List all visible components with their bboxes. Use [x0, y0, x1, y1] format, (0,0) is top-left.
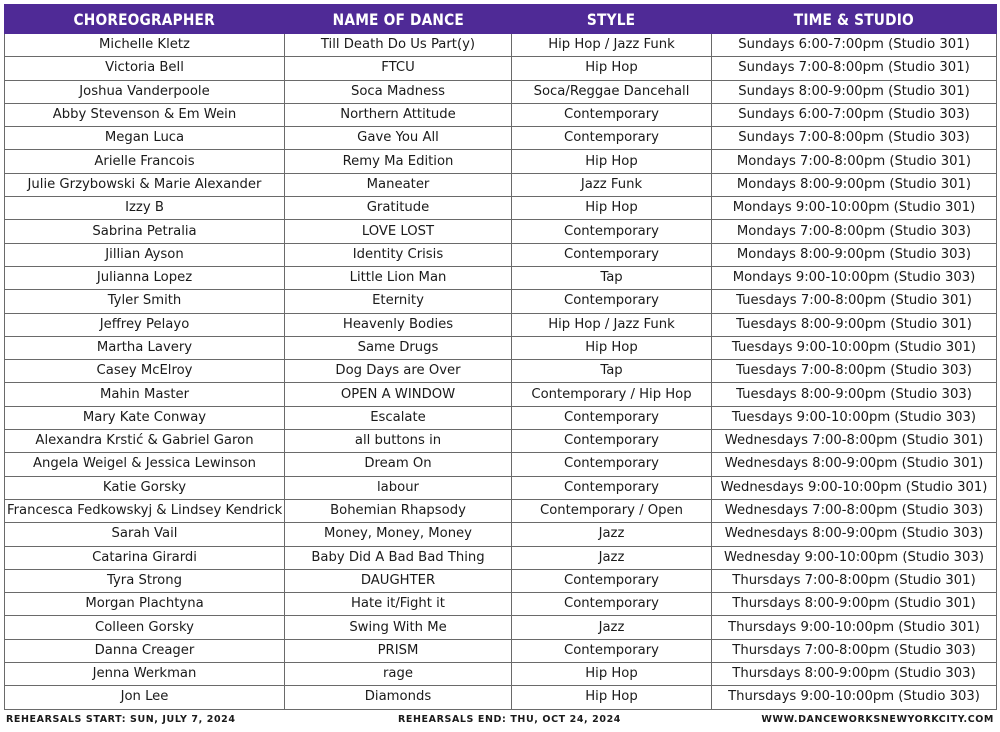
rehearsals-start: REHEARSALS START: SUN, JULY 7, 2024: [6, 714, 236, 725]
choreographer-cell: Sarah Vail: [5, 523, 285, 546]
table-row: [5, 197, 997, 220]
choreographer-cell: Megan Luca: [5, 127, 285, 150]
dance-name-cell: Soca Madness: [285, 80, 512, 103]
dance-name-cell: FTCU: [285, 57, 512, 80]
time-studio-cell: Mondays 9:00-10:00pm (Studio 303): [712, 266, 997, 289]
time-studio-cell: Sundays 6:00-7:00pm (Studio 301): [712, 34, 997, 57]
table-row: [5, 546, 997, 569]
style-cell: Hip Hop: [512, 663, 712, 686]
dance-name-cell: Money, Money, Money: [285, 523, 512, 546]
time-studio-cell: Wednesday 9:00-10:00pm (Studio 303): [712, 546, 997, 569]
table-row: [5, 127, 997, 150]
choreographer-cell: Alexandra Krstić & Gabriel Garon: [5, 430, 285, 453]
style-cell: Hip Hop: [512, 57, 712, 80]
dance-name-cell: Escalate: [285, 406, 512, 429]
choreographer-cell: Jeffrey Pelayo: [5, 313, 285, 336]
time-studio-cell: Thursdays 9:00-10:00pm (Studio 301): [712, 616, 997, 639]
choreographer-cell: Morgan Plachtyna: [5, 593, 285, 616]
dance-name-cell: Maneater: [285, 173, 512, 196]
dance-name-cell: Gave You All: [285, 127, 512, 150]
dance-name-cell: Little Lion Man: [285, 266, 512, 289]
time-studio-cell: Mondays 9:00-10:00pm (Studio 301): [712, 197, 997, 220]
style-cell: Contemporary: [512, 220, 712, 243]
header-choreographer: [5, 5, 285, 34]
table-row: [5, 383, 997, 406]
dance-name-cell: all buttons in: [285, 430, 512, 453]
dance-name-cell: Swing With Me: [285, 616, 512, 639]
time-studio-cell: Tuesdays 9:00-10:00pm (Studio 303): [712, 406, 997, 429]
style-cell: Jazz: [512, 523, 712, 546]
style-cell: Contemporary: [512, 476, 712, 499]
choreographer-cell: Danna Creager: [5, 639, 285, 662]
dance-name-cell: Baby Did A Bad Bad Thing: [285, 546, 512, 569]
style-cell: Contemporary: [512, 593, 712, 616]
header-style-label: STYLE: [587, 9, 636, 29]
dance-name-cell: Gratitude: [285, 197, 512, 220]
choreographer-cell: Jillian Ayson: [5, 243, 285, 266]
dance-name-cell: Till Death Do Us Part(y): [285, 34, 512, 57]
header-row: [5, 5, 997, 34]
header-dance-name-label: NAME OF DANCE: [332, 9, 464, 29]
dance-name-cell: LOVE LOST: [285, 220, 512, 243]
header-choreographer-label: CHOREOGRAPHER: [73, 9, 216, 29]
style-cell: Contemporary: [512, 430, 712, 453]
style-cell: Jazz: [512, 546, 712, 569]
dance-name-cell: Eternity: [285, 290, 512, 313]
dance-name-cell: Same Drugs: [285, 336, 512, 359]
dance-name-cell: PRISM: [285, 639, 512, 662]
time-studio-cell: Sundays 8:00-9:00pm (Studio 301): [712, 80, 997, 103]
table-row: [5, 663, 997, 686]
time-studio-cell: Tuesdays 8:00-9:00pm (Studio 301): [712, 313, 997, 336]
choreographer-cell: Mahin Master: [5, 383, 285, 406]
time-studio-cell: Mondays 8:00-9:00pm (Studio 303): [712, 243, 997, 266]
table-row: [5, 430, 997, 453]
table-row: [5, 593, 997, 616]
schedule-table: [4, 4, 997, 710]
choreographer-cell: Jenna Werkman: [5, 663, 285, 686]
dance-name-cell: Northern Attitude: [285, 103, 512, 126]
style-cell: Hip Hop / Jazz Funk: [512, 313, 712, 336]
choreographer-cell: Sabrina Petralia: [5, 220, 285, 243]
header-time-studio-label: TIME & STUDIO: [793, 9, 915, 29]
table-row: [5, 499, 997, 522]
time-studio-cell: Thursdays 8:00-9:00pm (Studio 303): [712, 663, 997, 686]
time-studio-cell: Mondays 7:00-8:00pm (Studio 303): [712, 220, 997, 243]
table-row: [5, 243, 997, 266]
dance-name-cell: Hate it/Fight it: [285, 593, 512, 616]
choreographer-cell: Jon Lee: [5, 686, 285, 709]
time-studio-cell: Thursdays 7:00-8:00pm (Studio 303): [712, 639, 997, 662]
dance-name-cell: labour: [285, 476, 512, 499]
style-cell: Contemporary: [512, 290, 712, 313]
choreographer-cell: Tyler Smith: [5, 290, 285, 313]
choreographer-cell: Angela Weigel & Jessica Lewinson: [5, 453, 285, 476]
style-cell: Hip Hop: [512, 336, 712, 359]
style-cell: Tap: [512, 360, 712, 383]
time-studio-cell: Mondays 8:00-9:00pm (Studio 301): [712, 173, 997, 196]
time-studio-cell: Thursdays 7:00-8:00pm (Studio 301): [712, 569, 997, 592]
table-row: [5, 150, 997, 173]
choreographer-cell: Victoria Bell: [5, 57, 285, 80]
dance-name-cell: Heavenly Bodies: [285, 313, 512, 336]
style-cell: Contemporary: [512, 453, 712, 476]
time-studio-cell: Wednesdays 7:00-8:00pm (Studio 301): [712, 430, 997, 453]
time-studio-cell: Wednesdays 7:00-8:00pm (Studio 303): [712, 499, 997, 522]
choreographer-cell: Martha Lavery: [5, 336, 285, 359]
table-row: [5, 476, 997, 499]
style-cell: Hip Hop: [512, 197, 712, 220]
choreographer-cell: Francesca Fedkowskyj & Lindsey Kendrick: [5, 499, 285, 522]
style-cell: Hip Hop: [512, 150, 712, 173]
choreographer-cell: Tyra Strong: [5, 569, 285, 592]
time-studio-cell: Tuesdays 8:00-9:00pm (Studio 303): [712, 383, 997, 406]
table-row: [5, 616, 997, 639]
time-studio-cell: Sundays 6:00-7:00pm (Studio 303): [712, 103, 997, 126]
dance-name-cell: Dream On: [285, 453, 512, 476]
dance-name-cell: DAUGHTER: [285, 569, 512, 592]
style-cell: Contemporary / Open: [512, 499, 712, 522]
dance-name-cell: OPEN A WINDOW: [285, 383, 512, 406]
table-header: [5, 5, 997, 34]
table-row: [5, 220, 997, 243]
time-studio-cell: Wednesdays 8:00-9:00pm (Studio 303): [712, 523, 997, 546]
table-row: [5, 406, 997, 429]
style-cell: Contemporary: [512, 243, 712, 266]
dance-name-cell: Bohemian Rhapsody: [285, 499, 512, 522]
choreographer-cell: Catarina Girardi: [5, 546, 285, 569]
dance-name-cell: rage: [285, 663, 512, 686]
time-studio-cell: Thursdays 8:00-9:00pm (Studio 301): [712, 593, 997, 616]
table-row: [5, 639, 997, 662]
time-studio-cell: Sundays 7:00-8:00pm (Studio 301): [712, 57, 997, 80]
table-row: [5, 173, 997, 196]
style-cell: Soca/Reggae Dancehall: [512, 80, 712, 103]
choreographer-cell: Katie Gorsky: [5, 476, 285, 499]
table-row: [5, 336, 997, 359]
rehearsals-end: REHEARSALS END: THU, OCT 24, 2024: [398, 714, 622, 725]
header-style: [512, 5, 712, 34]
style-cell: Tap: [512, 266, 712, 289]
website-link[interactable]: WWW.DANCEWORKSNEWYORKCITY.COM: [761, 714, 994, 725]
table-row: [5, 290, 997, 313]
style-cell: Contemporary: [512, 127, 712, 150]
dance-name-cell: Diamonds: [285, 686, 512, 709]
table-row: [5, 453, 997, 476]
table-body: [5, 34, 997, 710]
dance-name-cell: Identity Crisis: [285, 243, 512, 266]
choreographer-cell: Michelle Kletz: [5, 34, 285, 57]
header-dance-name: [285, 5, 512, 34]
dance-name-cell: Dog Days are Over: [285, 360, 512, 383]
style-cell: Contemporary: [512, 569, 712, 592]
style-cell: Contemporary: [512, 639, 712, 662]
choreographer-cell: Arielle Francois: [5, 150, 285, 173]
time-studio-cell: Wednesdays 8:00-9:00pm (Studio 301): [712, 453, 997, 476]
table-row: [5, 80, 997, 103]
style-cell: Contemporary: [512, 406, 712, 429]
time-studio-cell: Mondays 7:00-8:00pm (Studio 301): [712, 150, 997, 173]
table-row: [5, 266, 997, 289]
style-cell: Contemporary: [512, 103, 712, 126]
time-studio-cell: Wednesdays 9:00-10:00pm (Studio 301): [712, 476, 997, 499]
time-studio-cell: Tuesdays 7:00-8:00pm (Studio 301): [712, 290, 997, 313]
choreographer-cell: Julianna Lopez: [5, 266, 285, 289]
time-studio-cell: Tuesdays 9:00-10:00pm (Studio 301): [712, 336, 997, 359]
choreographer-cell: Joshua Vanderpoole: [5, 80, 285, 103]
style-cell: Hip Hop: [512, 686, 712, 709]
dance-name-cell: Remy Ma Edition: [285, 150, 512, 173]
style-cell: Jazz: [512, 616, 712, 639]
choreographer-cell: Colleen Gorsky: [5, 616, 285, 639]
table-row: [5, 360, 997, 383]
time-studio-cell: Sundays 7:00-8:00pm (Studio 303): [712, 127, 997, 150]
choreographer-cell: Abby Stevenson & Em Wein: [5, 103, 285, 126]
time-studio-cell: Tuesdays 7:00-8:00pm (Studio 303): [712, 360, 997, 383]
table-row: [5, 686, 997, 709]
table-row: [5, 103, 997, 126]
table-row: [5, 57, 997, 80]
table-row: [5, 523, 997, 546]
header-time-studio: [712, 5, 997, 34]
style-cell: Jazz Funk: [512, 173, 712, 196]
style-cell: Contemporary / Hip Hop: [512, 383, 712, 406]
choreographer-cell: Casey McElroy: [5, 360, 285, 383]
choreographer-cell: Izzy B: [5, 197, 285, 220]
table-row: [5, 34, 997, 57]
choreographer-cell: Julie Grzybowski & Marie Alexander: [5, 173, 285, 196]
choreographer-cell: Mary Kate Conway: [5, 406, 285, 429]
time-studio-cell: Thursdays 9:00-10:00pm (Studio 303): [712, 686, 997, 709]
footer: [6, 714, 994, 728]
style-cell: Hip Hop / Jazz Funk: [512, 34, 712, 57]
table-row: [5, 313, 997, 336]
table-row: [5, 569, 997, 592]
